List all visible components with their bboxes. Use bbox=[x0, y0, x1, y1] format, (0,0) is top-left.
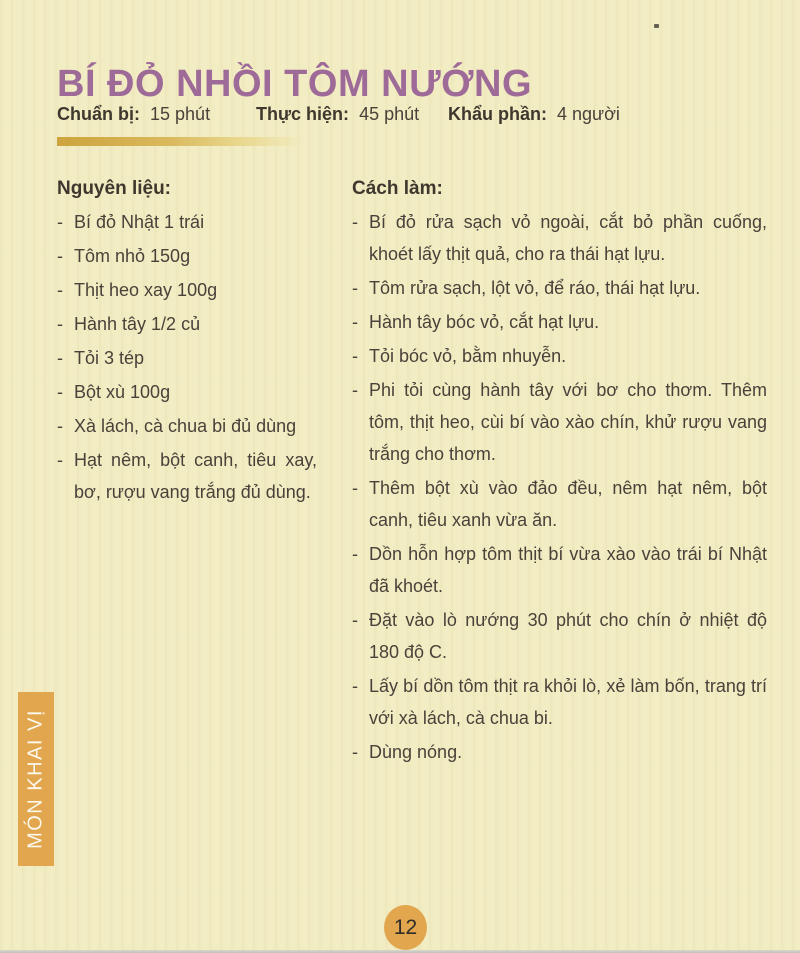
meta-servings-label: Khẩu phần: bbox=[448, 104, 547, 124]
ingredients-heading: Nguyên liệu: bbox=[57, 178, 172, 199]
list-item-text: Thịt heo xay 100g bbox=[74, 280, 218, 300]
list-item bbox=[352, 538, 767, 602]
list-item-text: Bột xù 100g bbox=[74, 382, 171, 402]
list-item-text: Dùng nóng. bbox=[369, 742, 463, 762]
scan-speck bbox=[654, 24, 659, 28]
bullet-dash: - bbox=[352, 544, 358, 564]
bullet-dash: - bbox=[352, 676, 358, 696]
bullet-dash: - bbox=[352, 278, 358, 298]
page-title: BÍ ĐỎ NHỒI TÔM NƯỚNG bbox=[57, 63, 533, 106]
bullet-dash: - bbox=[352, 346, 358, 366]
bullet-dash: - bbox=[57, 450, 63, 470]
meta-servings-value: 4 người bbox=[557, 104, 620, 124]
list-item-text: Tôm nhỏ 150g bbox=[74, 246, 191, 266]
bullet-dash: - bbox=[352, 478, 358, 498]
bullet-dash: - bbox=[57, 314, 63, 334]
list-item bbox=[57, 342, 317, 374]
instructions-list bbox=[352, 206, 767, 768]
recipe-meta-row bbox=[57, 104, 677, 130]
list-item bbox=[57, 410, 317, 442]
bullet-dash: - bbox=[57, 348, 63, 368]
list-item bbox=[57, 376, 317, 408]
list-item-text: Bí đỏ rửa sạch vỏ ngoài, cắt bỏ phần cuống, khoét lấy thịt quả, cho ra thái hạt lựu. bbox=[369, 212, 767, 264]
list-item-text: Hạt nêm, bột canh, tiêu xay, bơ, rượu vang trắng đủ dùng. bbox=[74, 450, 317, 502]
bullet-dash: - bbox=[57, 382, 63, 402]
chapter-tab-label: MÓN KHAI VỊ bbox=[24, 709, 47, 849]
meta-prep-value: 15 phút bbox=[150, 104, 211, 124]
bullet-dash: - bbox=[352, 212, 358, 232]
list-item-text: Thêm bột xù vào đảo đều, nêm hạt nêm, bột canh, tiêu xanh vừa ăn. bbox=[369, 478, 767, 530]
chapter-tab bbox=[18, 692, 54, 866]
ingredients-column bbox=[57, 172, 317, 510]
list-item-text: Phi tỏi cùng hành tây với bơ cho thơm. Thêm tôm, thịt heo, cùi bí vào xào chín, khử rượu vang trắng cho thơm. bbox=[369, 380, 767, 464]
list-item bbox=[57, 206, 317, 238]
list-item bbox=[352, 604, 767, 668]
list-item-text: Đặt vào lò nướng 30 phút cho chín ở nhiệt độ 180 độ C. bbox=[369, 610, 767, 662]
meta-prep-time bbox=[57, 104, 210, 125]
ingredients-list bbox=[57, 206, 317, 508]
list-item bbox=[352, 472, 767, 536]
list-item bbox=[57, 240, 317, 272]
list-item bbox=[352, 736, 767, 768]
list-item-text: Tỏi 3 tép bbox=[74, 348, 145, 368]
meta-cook-value: 45 phút bbox=[359, 104, 420, 124]
instructions-column bbox=[352, 172, 767, 770]
list-item-text: Tôm rửa sạch, lột vỏ, để ráo, thái hạt lựu. bbox=[369, 278, 701, 298]
meta-prep-label: Chuẩn bị: bbox=[57, 104, 140, 124]
list-item bbox=[57, 444, 317, 508]
list-item-text: Xà lách, cà chua bi đủ dùng bbox=[74, 416, 297, 436]
bullet-dash: - bbox=[57, 416, 63, 436]
list-item-text: Hành tây 1/2 củ bbox=[74, 314, 201, 334]
list-item-text: Hành tây bóc vỏ, cắt hạt lựu. bbox=[369, 312, 600, 332]
bullet-dash: - bbox=[57, 212, 63, 232]
meta-cook-label: Thực hiện: bbox=[256, 104, 350, 124]
list-item-text: Lấy bí dồn tôm thịt ra khỏi lò, xẻ làm bốn, trang trí với xà lách, cà chua bi. bbox=[369, 676, 767, 728]
bullet-dash: - bbox=[57, 280, 63, 300]
page-number-badge bbox=[384, 905, 427, 950]
list-item bbox=[57, 308, 317, 340]
list-item bbox=[352, 206, 767, 270]
meta-servings bbox=[448, 104, 620, 125]
bullet-dash: - bbox=[352, 380, 358, 400]
bullet-dash: - bbox=[352, 312, 358, 332]
instructions-heading: Cách làm: bbox=[352, 178, 443, 199]
list-item bbox=[352, 340, 767, 372]
meta-cook-time bbox=[256, 104, 419, 125]
list-item-text: Dồn hỗn hợp tôm thịt bí vừa xào vào trái bí Nhật đã khoét. bbox=[369, 544, 767, 596]
list-item bbox=[352, 306, 767, 338]
bullet-dash: - bbox=[352, 610, 358, 630]
accent-gradient-bar bbox=[57, 137, 302, 146]
list-item-text: Tỏi bóc vỏ, bằm nhuyễn. bbox=[369, 346, 567, 366]
bullet-dash: - bbox=[57, 246, 63, 266]
list-item-text: Bí đỏ Nhật 1 trái bbox=[74, 212, 205, 232]
page-number-text: 12 bbox=[393, 915, 418, 939]
list-item bbox=[352, 670, 767, 734]
list-item bbox=[352, 272, 767, 304]
list-item bbox=[352, 374, 767, 470]
bullet-dash: - bbox=[352, 742, 358, 762]
list-item bbox=[57, 274, 317, 306]
